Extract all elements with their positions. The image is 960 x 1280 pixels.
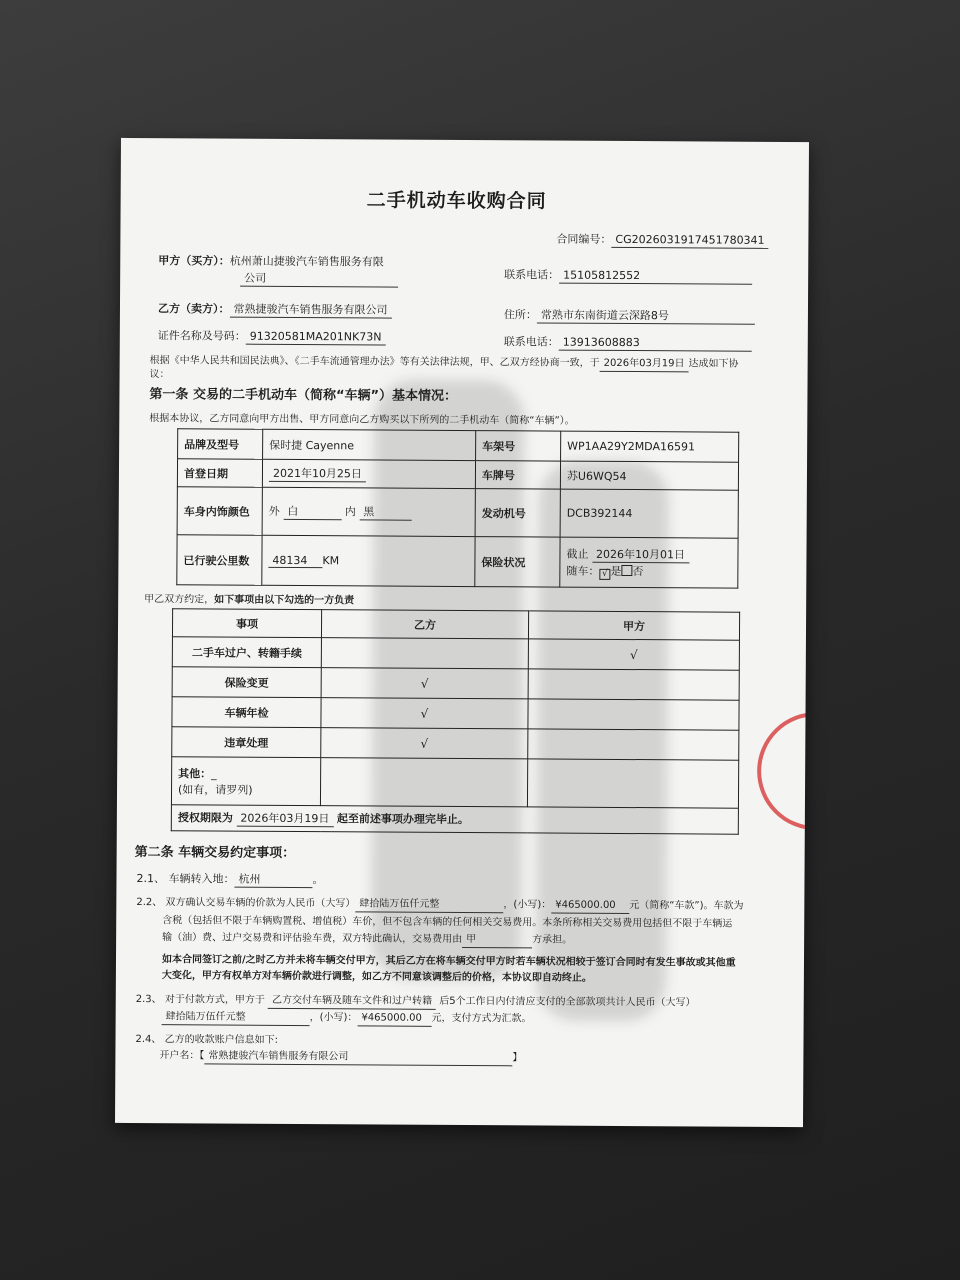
clause-2-4: 2.4、 乙方的收款账户信息如下: — [135, 1034, 279, 1046]
clause-2-3-line2: 肆拾陆万伍仟元整 ，(小写)： ¥465000.00 元，支付方式为汇款。 — [162, 1010, 532, 1027]
duty-other: 其他：_ (如有，请罗列) — [171, 757, 320, 806]
color-label: 车身内饰颜色 — [177, 487, 262, 536]
vin-label: 车架号 — [476, 431, 561, 462]
party-a-name-cont: 公司 — [240, 272, 398, 288]
duty-row-b: √ — [321, 698, 528, 729]
legal-basis-cont: 议： — [149, 369, 170, 381]
clause-2-1: 2.1、 车辆转入地： 杭州 。 — [136, 872, 324, 887]
stamp-clip — [115, 138, 809, 1127]
duty-header-b: 乙方 — [321, 610, 528, 639]
mileage-cell: 48134 KM — [262, 535, 475, 586]
duty-intro: 甲乙双方约定，如下事项由以下勾选的一方负责 — [144, 594, 355, 607]
contract-title: 二手机动车收购合同 — [366, 189, 547, 213]
brand-value: 保时捷 Cayenne — [263, 429, 476, 460]
contract-number: 合同编号： CG2026031917451780341 — [556, 233, 768, 249]
duty-row-b: √ — [321, 668, 528, 699]
article-1-intro: 根据本协议，乙方同意向甲方出售、甲方同意向乙方购买以下所列的二手机动车（简称“车辆”）。 — [149, 413, 575, 427]
checkbox-yes[interactable]: √ — [599, 568, 610, 579]
brand-label: 品牌及型号 — [178, 429, 263, 460]
party-b-phone: 联系电话： 13913608883 — [504, 335, 752, 352]
engine-label: 发动机号 — [475, 489, 560, 538]
clause-2-2-line3: 输（油）费、过户交易费和评估验车费，双方特此确认，交易费用由 甲 方承担。 — [162, 931, 572, 949]
duty-row-item: 二手车过户、转籍手续 — [172, 637, 321, 668]
article-2-title: 第二条 车辆交易约定事项： — [134, 845, 296, 861]
clause-2-3: 2.3、 对于付款方式，甲方于 乙方交付车辆及随车文件和过户转籍 后5个工作日内付清应支付的全部款项共计人民币（大写） — [135, 994, 696, 1009]
duty-row-item: 保险变更 — [172, 667, 321, 698]
article-1-title: 第一条 交易的二手机动车（简称“车辆”）基本情况： — [149, 387, 458, 404]
authorization-period: 授权期限为 2026年03月19日 起至前述事项办理完毕止。 — [171, 805, 738, 834]
adjustment-clause-cont: 大变化，甲方有权单方对车辆价款进行调整，如乙方不同意该调整后的价格，本协议即自动终止。 — [161, 970, 592, 984]
reg-date-value: 2021年10月25日 — [269, 465, 366, 483]
color-cell: 外 白 内 黑 — [262, 487, 475, 536]
vin-value: WP1AA29Y2MDA16591 — [561, 431, 739, 462]
party-a-phone: 联系电话： 15105812552 — [504, 268, 752, 285]
company-seal — [757, 712, 809, 831]
insurance-cell: 截止 2026年10月01日 随车： √ 是 否 — [560, 537, 738, 588]
insurance-label: 保险状况 — [475, 537, 560, 588]
party-b-address: 住所： 常熟市东南街道云深路8号 — [504, 308, 755, 325]
party-b: 乙方（卖方）： 常熟捷骏汽车销售服务有限公司 — [158, 302, 392, 318]
duty-header-item: 事项 — [172, 609, 321, 638]
legal-basis: 根据《中华人民共和国民法典》、《二手车流通管理办法》等有关法律法规，甲、乙双方经协商一致，于 2026年03月19日 达成如下协 — [150, 354, 739, 373]
plate-label: 车牌号 — [475, 461, 560, 490]
plate-value: 苏U6WQ54 — [560, 461, 738, 490]
party-a: 甲方（买方）：杭州萧山捷骏汽车销售服务有限 — [158, 254, 384, 269]
clause-2-2-line2: 含税（包括但不限于车辆购置税、增值税）车价，但不包含车辆的任何相关交易费用。本条所称相关交易费用包括但不限于车辆运 — [162, 915, 733, 930]
party-b-id: 证件名称及号码： 91320581MA201NK73N — [158, 329, 386, 345]
duty-row-item: 车辆年检 — [172, 697, 321, 728]
adjustment-clause: 如本合同签订之前/之时乙方并未将车辆交付甲方，其后乙方在将车辆交付甲方时若车辆状况相较于签订合同时有发生事故或其他重 — [161, 954, 736, 969]
engine-value: DCB392144 — [560, 489, 738, 538]
duty-row-a: √ — [528, 639, 739, 670]
contract-paper — [115, 138, 809, 1127]
account-name: 开户名：【 常熟捷骏汽车销售服务有限公司 】 — [159, 1049, 522, 1066]
duty-row-b: √ — [321, 728, 528, 759]
clause-2-2: 2.2、 双方确认交易车辆的价款为人民币（大写） 肆拾陆万伍仟元整 ，(小写)： ¥465000.00 元（简称“车款”)。车款为 — [136, 896, 743, 915]
duty-row-item: 违章处理 — [172, 727, 321, 758]
mileage-label: 已行驶公里数 — [177, 535, 262, 586]
reg-date-label: 首登日期 — [177, 459, 262, 488]
duty-header-a: 甲方 — [528, 611, 739, 640]
